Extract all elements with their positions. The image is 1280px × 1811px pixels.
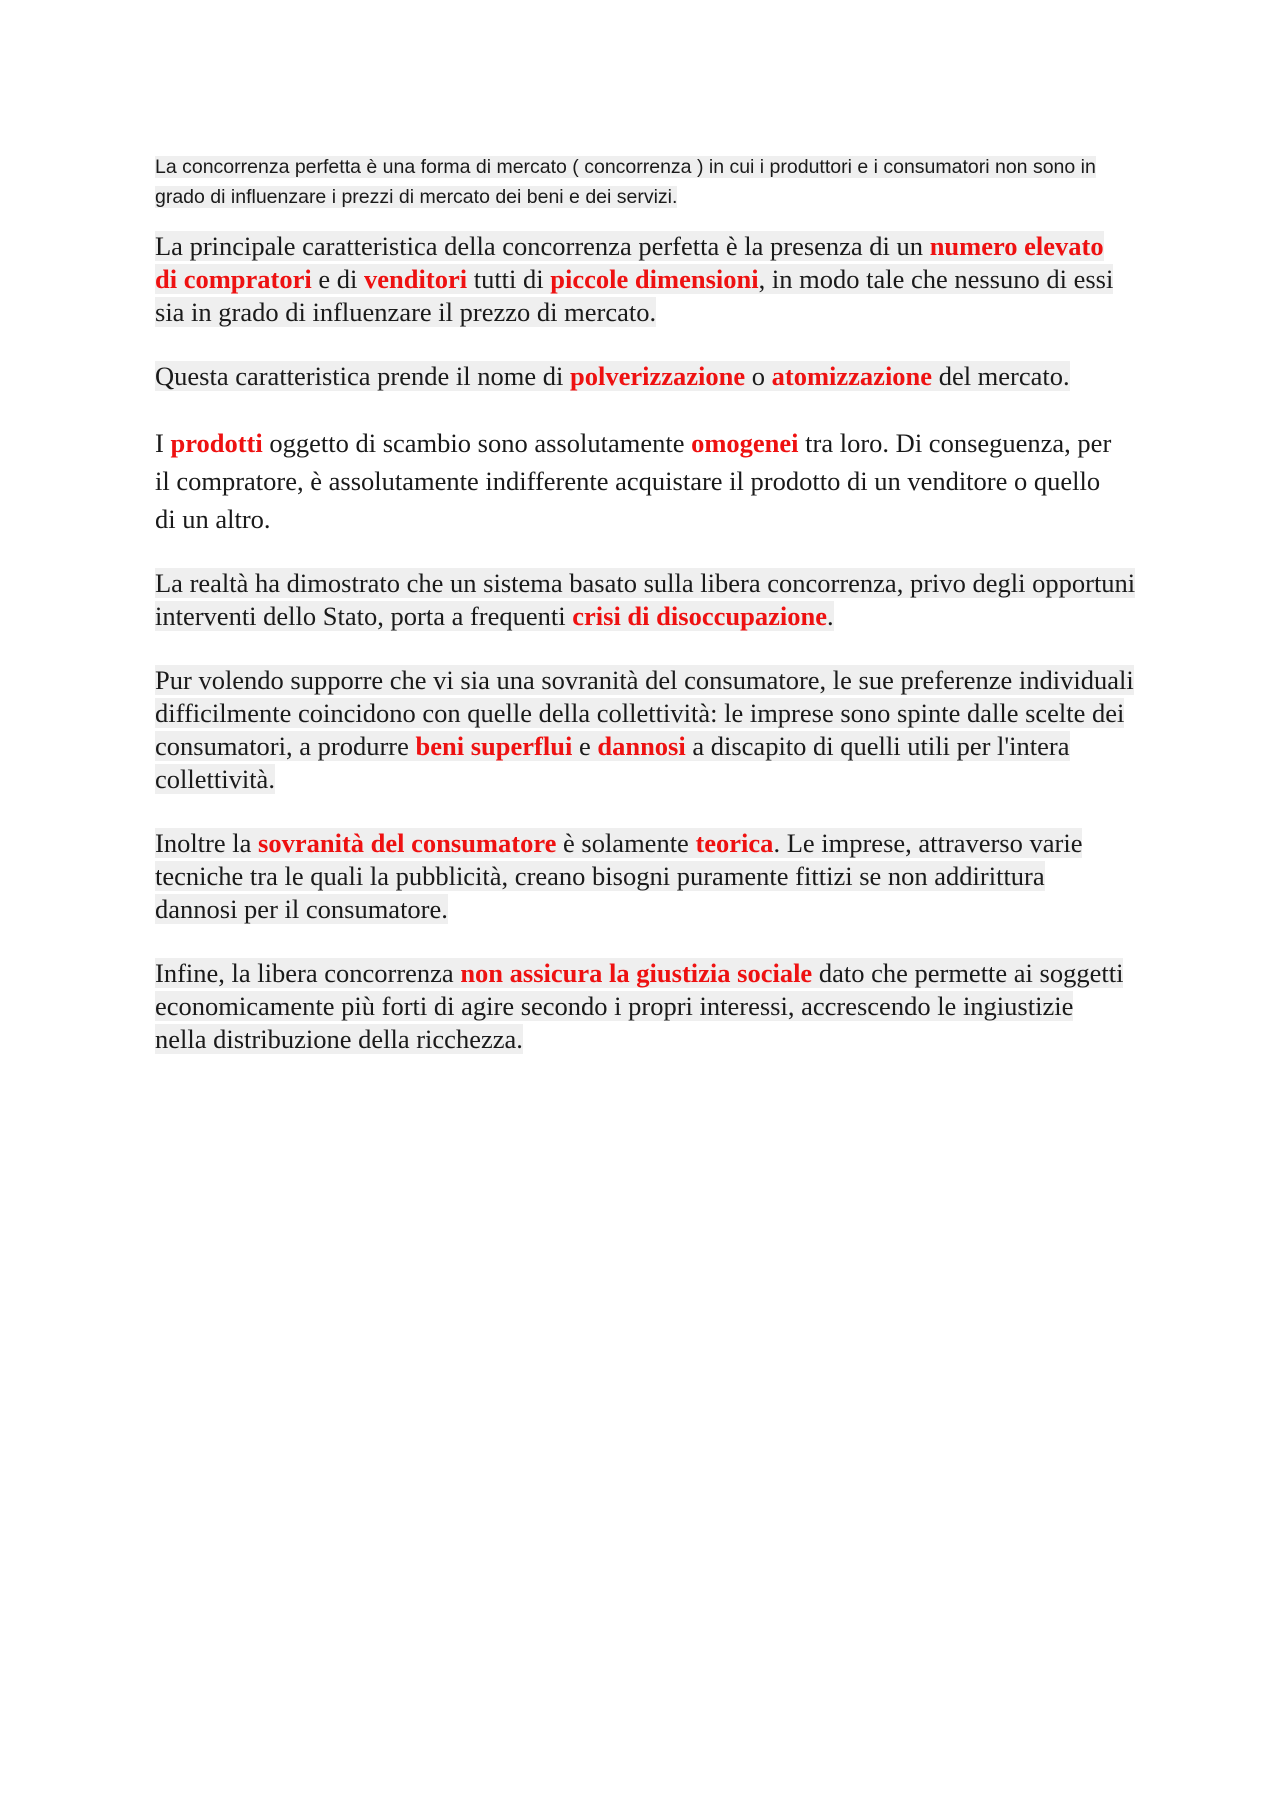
keyword-crisi-di-disoccupazione: crisi di disoccupazione [572,601,827,631]
paragraph-giustizia-sociale [155,957,1130,1056]
text-segment: è solamente [556,828,696,858]
keyword-sovranita-del-consumatore: sovranità del consumatore [258,828,557,858]
text-segment: a discapito di quelli utili per l'intera collettività. [155,731,1070,794]
text-segment: Infine, la libera concorrenza [155,958,461,988]
text-segment: oggetto di scambio sono assolutamente [262,428,692,458]
keyword-atomizzazione: atomizzazione [771,361,933,391]
text-segment: o [745,361,772,391]
keyword-dannosi: dannosi [597,731,686,761]
keyword-omogenei: omogenei [691,428,799,458]
text-segment: del mercato. [932,361,1070,391]
paragraph-crisi [155,567,1140,633]
paragraph-prodotti-omogenei [155,424,1125,538]
keyword-numero-elevato: numero elevato di compratori [155,231,1104,294]
text-segment: La realtà ha dimostrato che un sistema basato sulla libera concorrenza, privo degli opportuni interventi dello Stato, porta a frequenti [155,568,1136,631]
keyword-piccole-dimensioni: piccole dimensioni [550,264,759,294]
text-segment: Questa caratteristica prende il nome di [155,361,570,391]
keyword-non-assicura-giustizia-sociale: non assicura la giustizia sociale [460,958,813,988]
keyword-prodotti: prodotti [170,428,263,458]
document-page [155,152,1135,1087]
keyword-polverizzazione: polverizzazione [570,361,746,391]
text-segment: . [826,601,834,631]
text-segment: tra loro. Di conseguenza, per il compratore, è assolutamente indifferente acquistare il prodotto di un venditore o quello di un altro. [155,428,1112,534]
text-segment: e di [311,264,365,294]
paragraph-sovranita-teorica [155,827,1125,926]
text-segment: . Le imprese, attraverso varie tecniche tra le quali la pubblicità, creano bisogni puramente fittizi se non addirittura dannosi per il consumatore. [155,828,1083,924]
text-segment: e [572,731,598,761]
text-segment: La concorrenza perfetta è una forma di mercato ( concorrenza ) in cui i produttori e i consumatori non sono in grado di influenzare i prezzi di mercato dei beni e dei servizi. [155,156,1096,208]
text-segment: Inoltre la [155,828,259,858]
text-segment: Pur volendo supporre che vi sia una sovranità del consumatore, le sue preferenze individuali difficilmente coincidono con quelle della collettività: le imprese sono spinte dalle scelte dei consumatori, a produrre [155,665,1134,761]
text-segment: La principale caratteristica della concorrenza perfetta è la presenza di un [155,231,930,261]
text-segment: dato che permette ai soggetti economicamente più forti di agire secondo i propri interessi, accrescendo le ingiustizie nella distribuzione della ricchezza. [155,958,1124,1054]
keyword-venditori: venditori [364,264,468,294]
text-segment: , in modo tale che nessuno di essi sia in grado di influenzare il prezzo di mercato. [155,264,1114,327]
intro-paragraph [155,152,1130,212]
text-segment: I [155,428,171,458]
paragraph-sovranita-preferenze [155,664,1150,796]
keyword-teorica: teorica [695,828,774,858]
paragraph-polverizzazione [155,360,1115,393]
paragraph-main-characteristic [155,230,1130,329]
text-segment: tutti di [467,264,551,294]
keyword-beni-superflui: beni superflui [415,731,573,761]
